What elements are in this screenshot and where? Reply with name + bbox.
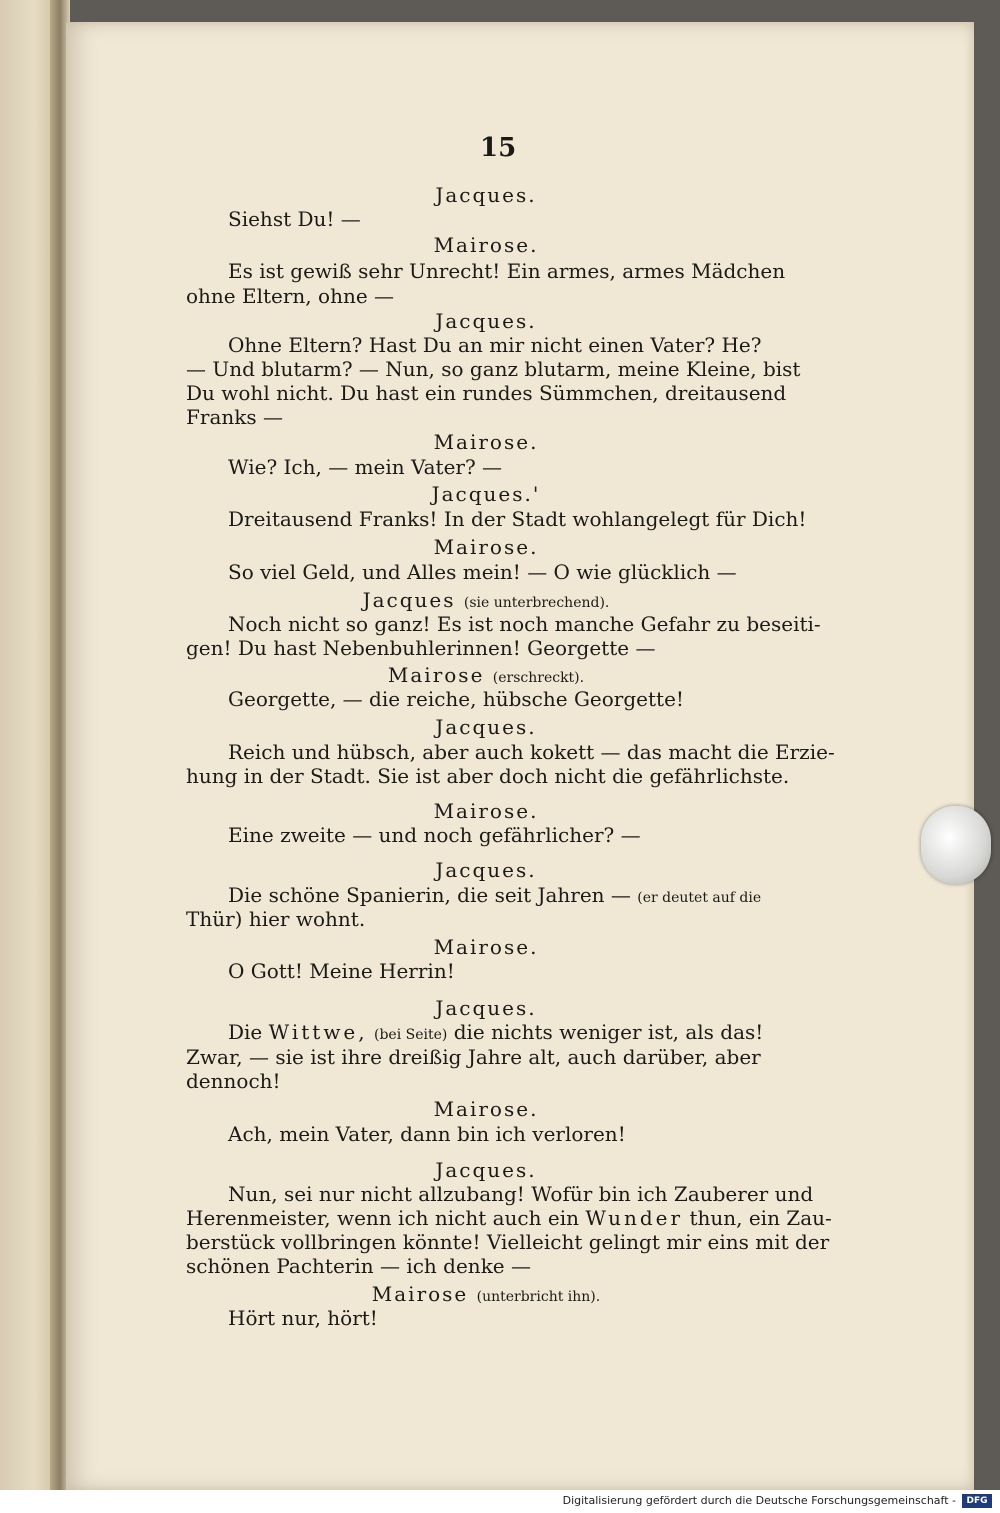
- speaker-heading: Mairose.: [433, 799, 539, 823]
- speaker-heading: Jacques.: [435, 715, 537, 739]
- dialogue-line: — Und blutarm? — Nun, so ganz blutarm, meine Kleine, bist: [186, 357, 801, 381]
- page-clip: [921, 806, 991, 884]
- stage-direction: (er deutet auf die: [637, 890, 762, 906]
- footer-credit: Digitalisierung gefördert durch die Deutsche Forschungsgemeinschaft -: [562, 1494, 956, 1507]
- stage-direction: (unterbricht ihn).: [476, 1289, 601, 1305]
- speaker-heading: Jacques.: [435, 996, 537, 1020]
- speaker-heading: Jacques.: [435, 1158, 537, 1182]
- dialogue-text: die nichts weniger ist, als das!: [453, 1020, 764, 1044]
- dialogue-line: Ohne Eltern? Hast Du an mir nicht einen Vater? He?: [228, 333, 762, 357]
- speaker-heading: Mairose.: [433, 233, 539, 257]
- speaker-heading: [186, 588, 786, 612]
- speaker-heading: Jacques.': [431, 482, 541, 506]
- speaker-heading: Mairose.: [433, 1097, 539, 1121]
- speaker-heading: Jacques.: [435, 183, 537, 207]
- footer-bar: [0, 1490, 1000, 1513]
- dialogue-line: gen! Du hast Nebenbuhlerinnen! Georgette —: [186, 636, 656, 660]
- speaker-name: Jacques: [362, 588, 456, 612]
- dialogue-text: Herenmeister, wenn ich nicht auch ein: [186, 1206, 579, 1230]
- dfg-logo: DFG: [962, 1494, 992, 1508]
- dialogue-line: ohne Eltern, ohne —: [186, 284, 395, 308]
- speaker-name: Mairose: [387, 663, 485, 687]
- dialogue-line: [186, 1206, 832, 1230]
- page-number: 15: [480, 133, 517, 163]
- dialogue-line: Ach, mein Vater, dann bin ich verloren!: [228, 1122, 626, 1146]
- dialogue-line: Es ist gewiß sehr Unrecht! Ein armes, armes Mädchen: [228, 259, 786, 283]
- speaker-heading: Mairose.: [433, 935, 539, 959]
- dialogue-text: Die: [228, 1020, 263, 1044]
- speaker-heading: [186, 663, 786, 687]
- dialogue-line: hung in der Stadt. Sie ist aber doch nicht die gefährlichste.: [186, 764, 790, 788]
- stage-direction: (erschreckt).: [492, 670, 585, 686]
- dialogue-line: [186, 1020, 838, 1044]
- dialogue-line: Georgette, — die reiche, hübsche Georgette!: [228, 687, 684, 711]
- stage-direction: (sie unterbrechend).: [463, 595, 610, 611]
- emphasized-word: Wunder: [585, 1206, 684, 1230]
- dialogue-line: Noch nicht so ganz! Es ist noch manche Gefahr zu beseiti-: [228, 612, 821, 636]
- speaker-heading: Mairose.: [433, 430, 539, 454]
- dialogue-text: thun, ein Zau-: [689, 1206, 832, 1230]
- dialogue-line: Reich und hübsch, aber auch kokett — das macht die Erzie-: [228, 740, 835, 764]
- dialogue-line: Franks —: [186, 405, 283, 429]
- speaker-heading: Mairose.: [433, 535, 539, 559]
- stage-direction: (bei Seite): [374, 1027, 448, 1043]
- dialogue-line: Wie? Ich, — mein Vater? —: [228, 455, 503, 479]
- dialogue-line: Siehst Du! —: [228, 207, 361, 231]
- dialogue-line: berstück vollbringen könnte! Vielleicht gelingt mir eins mit der: [186, 1230, 830, 1254]
- speaker-heading: [186, 1282, 786, 1306]
- dialogue-line: [186, 883, 838, 907]
- dialogue-line: schönen Pachterin — ich denke —: [186, 1254, 531, 1278]
- dialogue-line: Thür) hier wohnt.: [186, 907, 366, 931]
- dialogue-line: Dreitausend Franks! In der Stadt wohlangelegt für Dich!: [228, 507, 807, 531]
- speaker-name: Mairose: [371, 1282, 469, 1306]
- dialogue-line: Hört nur, hört!: [228, 1306, 378, 1330]
- dialogue-line: dennoch!: [186, 1069, 281, 1093]
- dialogue-line: Nun, sei nur nicht allzubang! Wofür bin ich Zauberer und: [228, 1182, 814, 1206]
- dialogue-line: Du wohl nicht. Du hast ein rundes Sümmchen, dreitausend: [186, 381, 787, 405]
- dialogue-line: Zwar, — sie ist ihre dreißig Jahre alt, auch darüber, aber: [186, 1045, 761, 1069]
- emphasized-word: Wittwe,: [268, 1020, 368, 1044]
- speaker-heading: Jacques.: [435, 309, 537, 333]
- speaker-heading: Jacques.: [435, 858, 537, 882]
- dialogue-line: So viel Geld, und Alles mein! — O wie glücklich —: [228, 560, 737, 584]
- dialogue-line: O Gott! Meine Herrin!: [228, 959, 455, 983]
- dialogue-line: Eine zweite — und noch gefährlicher? —: [228, 823, 641, 847]
- dialogue-text: Die schöne Spanierin, die seit Jahren —: [228, 883, 631, 907]
